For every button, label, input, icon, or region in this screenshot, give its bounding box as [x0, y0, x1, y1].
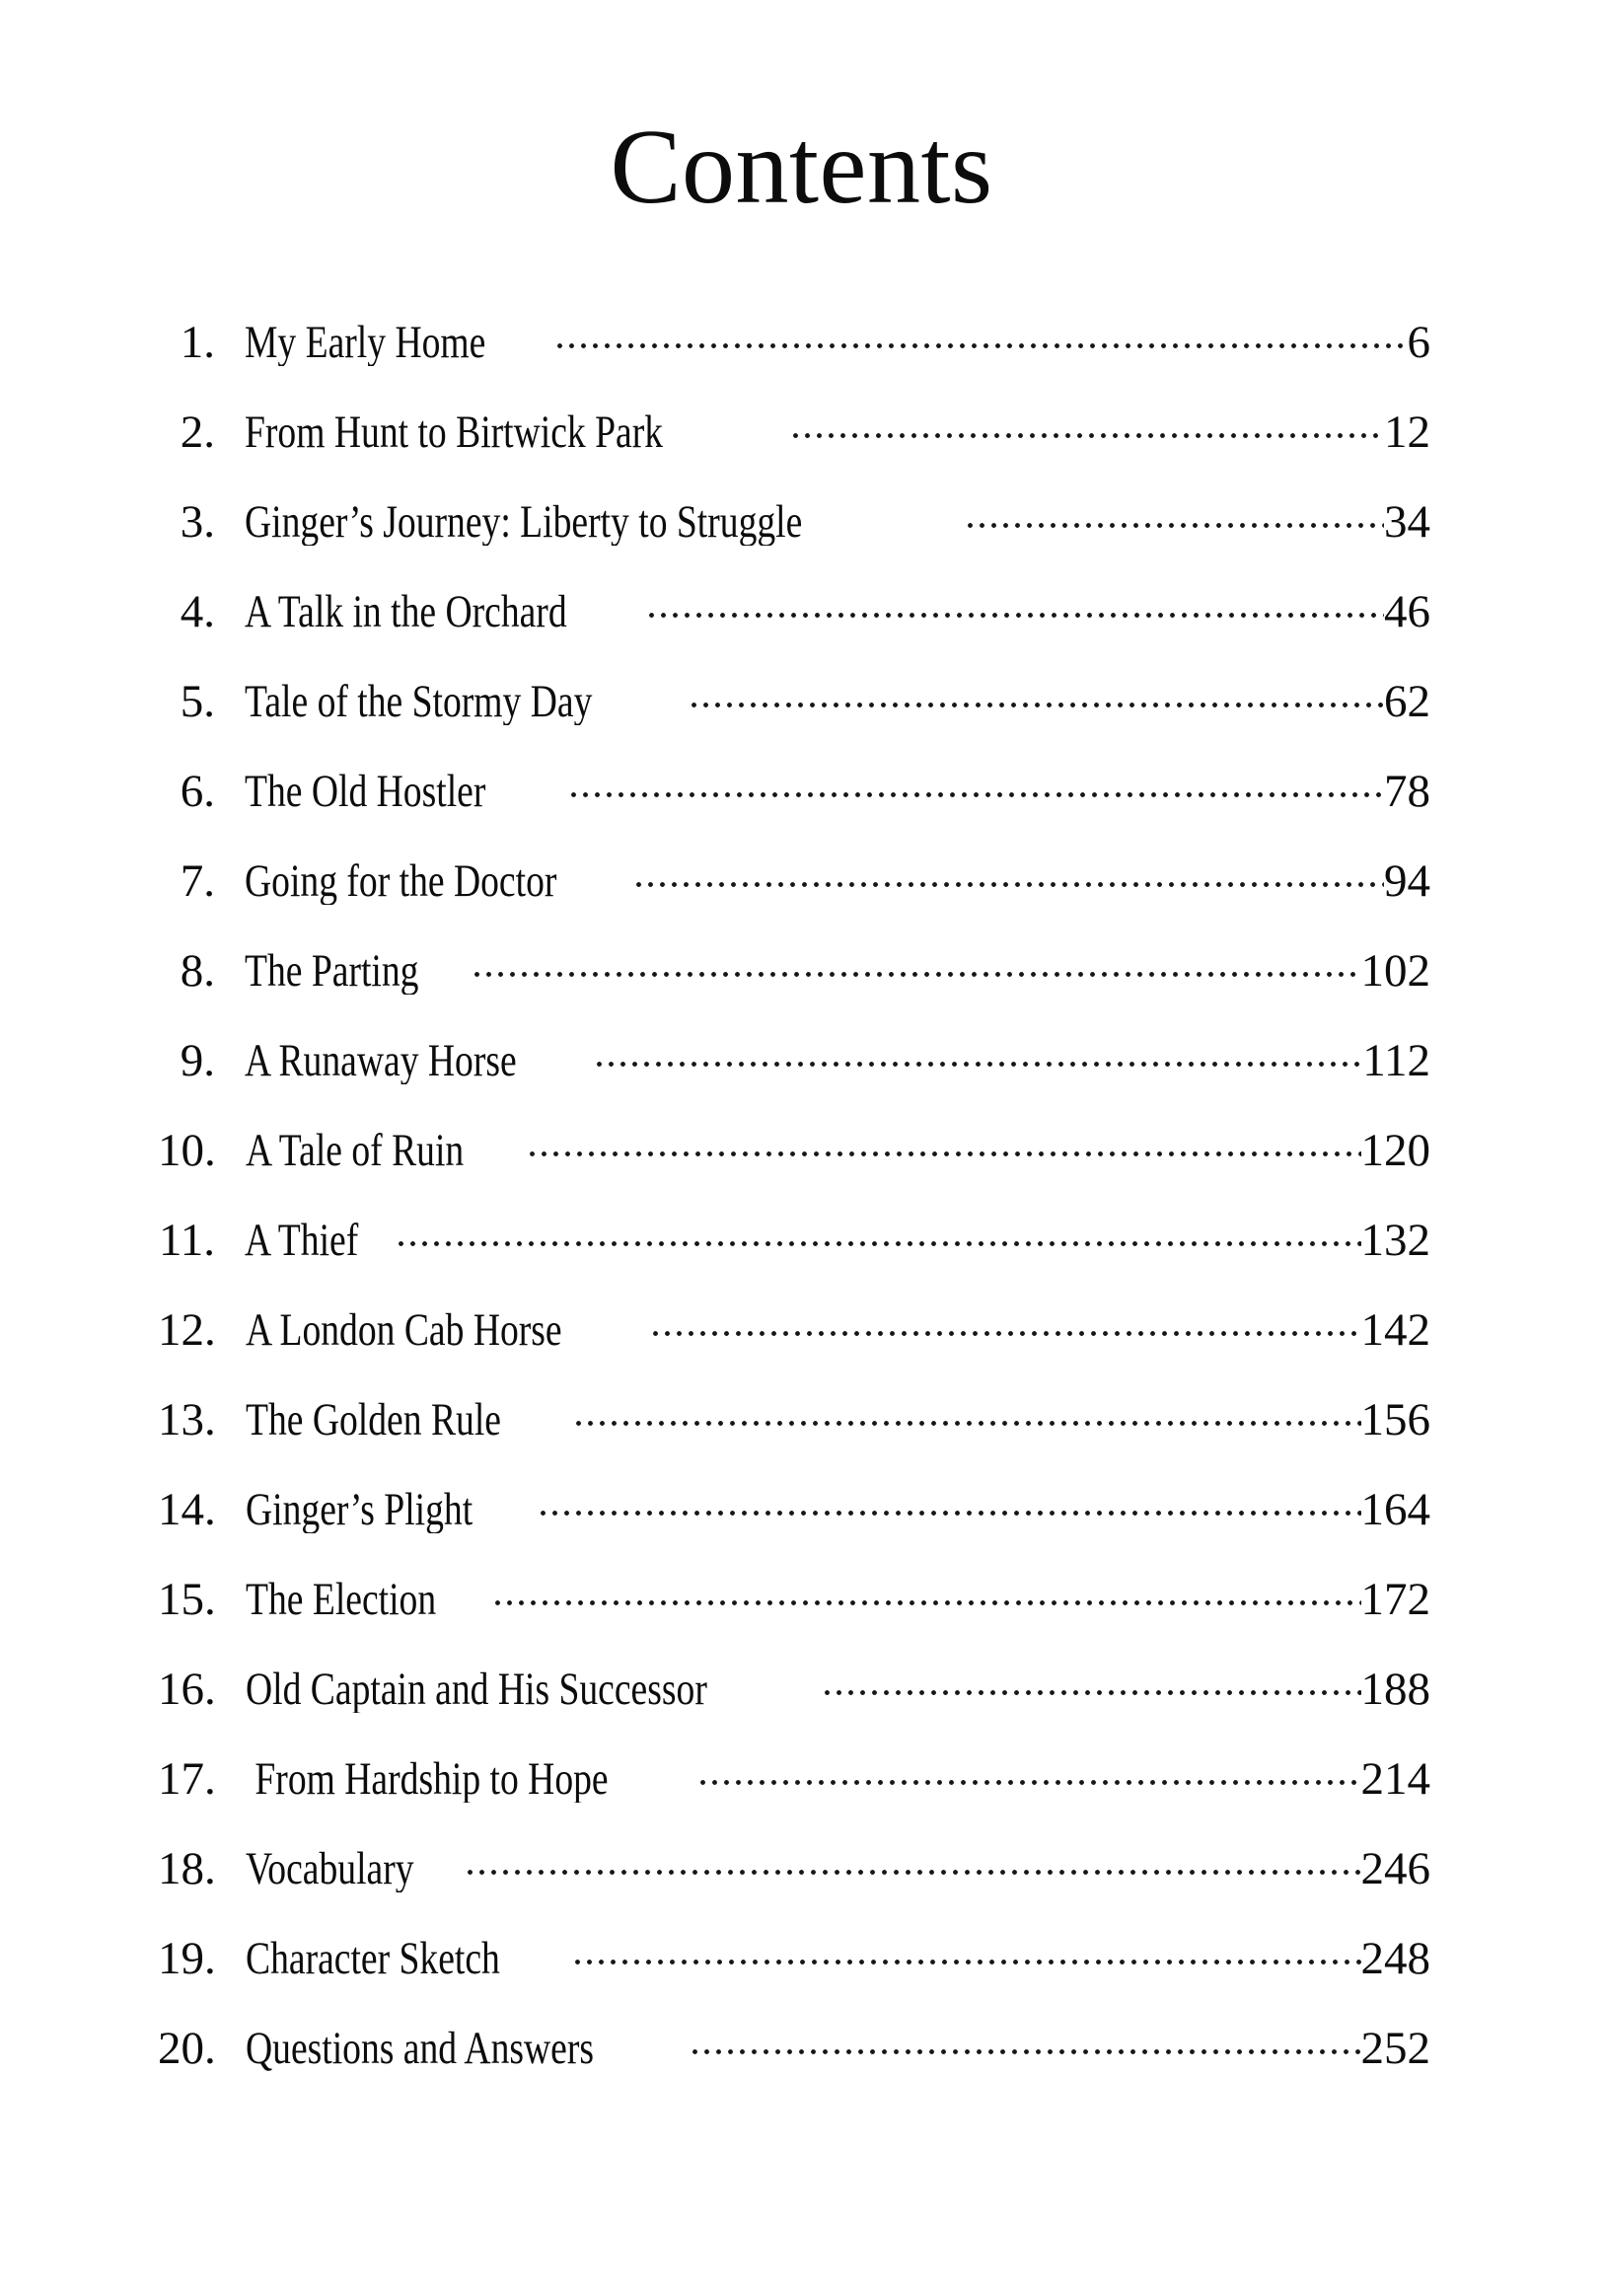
toc-entry-number: 6.: [180, 766, 215, 817]
toc-entry-list: [158, 314, 1430, 2110]
toc-entry-page-number[interactable]: 6: [1407, 317, 1430, 366]
toc-entry-body: [216, 1481, 1430, 1533]
toc-entry[interactable]: [158, 1571, 1430, 1661]
toc-entry[interactable]: [158, 1930, 1430, 2020]
toc-entry-page-number[interactable]: 188: [1360, 1664, 1430, 1713]
toc-entry-body: [215, 852, 1430, 905]
toc-entry-body: [215, 493, 1430, 546]
toc-entry-page-number[interactable]: 94: [1384, 855, 1430, 905]
toc-entry-body: [216, 1750, 1430, 1803]
toc-entry-number: 7.: [180, 855, 215, 907]
toc-entry-page-number[interactable]: 62: [1384, 676, 1430, 725]
toc-entry-title[interactable]: The Parting: [245, 945, 419, 995]
toc-entry-body: [215, 1212, 1430, 1264]
toc-entry[interactable]: [158, 942, 1430, 1032]
toc-entry-leader-dots: [571, 763, 1384, 806]
toc-entry[interactable]: [158, 1840, 1430, 1930]
toc-entry-page-number[interactable]: 34: [1384, 496, 1430, 546]
toc-entry-leader-dots: [495, 1571, 1360, 1614]
toc-entry-page-number[interactable]: 252: [1360, 2023, 1430, 2072]
toc-entry-body: [215, 673, 1430, 725]
toc-entry-body: [216, 1301, 1430, 1354]
toc-entry-leader-dots: [968, 493, 1384, 537]
toc-entry-title[interactable]: Vocabulary: [245, 1843, 414, 1892]
toc-entry-leader-dots: [636, 852, 1384, 896]
toc-entry-page-number[interactable]: 246: [1360, 1843, 1430, 1892]
toc-entry-number: 8.: [180, 945, 215, 997]
toc-entry-leader-dots: [653, 1301, 1361, 1345]
toc-entry[interactable]: [158, 1301, 1430, 1391]
toc-entry-body: [216, 1571, 1430, 1623]
toc-entry-title[interactable]: The Old Hostler: [245, 766, 486, 815]
toc-entry[interactable]: [158, 673, 1430, 763]
toc-entry[interactable]: [158, 1391, 1430, 1481]
toc-entry-page-number[interactable]: 156: [1360, 1394, 1430, 1444]
toc-entry-number: 18.: [158, 1843, 216, 1894]
toc-entry-number: 20.: [158, 2023, 216, 2074]
toc-entry-number: 10.: [158, 1125, 216, 1176]
toc-entry-leader-dots: [530, 1122, 1360, 1165]
toc-entry[interactable]: [158, 763, 1430, 852]
toc-entry-page-number[interactable]: 46: [1384, 586, 1430, 635]
toc-entry-title[interactable]: A Thief: [245, 1215, 359, 1264]
toc-entry-title[interactable]: From Hardship to Hope: [245, 1753, 609, 1803]
toc-entry-page-number[interactable]: 12: [1384, 407, 1430, 456]
toc-entry-number: 14.: [158, 1484, 216, 1535]
toc-entry-body: [216, 1122, 1430, 1174]
toc-entry-body: [215, 763, 1430, 815]
toc-entry-page-number[interactable]: 120: [1360, 1125, 1430, 1174]
toc-entry-number: 15.: [158, 1574, 216, 1625]
toc-entry[interactable]: [158, 1212, 1430, 1301]
toc-entry-body: [215, 404, 1430, 456]
toc-entry-number: 9.: [180, 1035, 215, 1086]
toc-entry-leader-dots: [692, 2020, 1361, 2063]
toc-entry-number: 2.: [180, 407, 215, 458]
toc-entry-leader-dots: [557, 314, 1407, 357]
toc-entry-body: [216, 1391, 1430, 1444]
toc-entry-number: 13.: [158, 1394, 216, 1445]
toc-entry-number: 17.: [158, 1753, 216, 1805]
toc-entry-number: 4.: [180, 586, 215, 637]
toc-entry-page-number[interactable]: 102: [1360, 945, 1430, 995]
toc-entry-number: 19.: [158, 1933, 216, 1984]
toc-entry-leader-dots: [700, 1750, 1360, 1794]
toc-entry[interactable]: [158, 1661, 1430, 1750]
toc-entry-page-number[interactable]: 164: [1360, 1484, 1430, 1533]
toc-entry-number: 11.: [158, 1215, 215, 1266]
toc-entry-title[interactable]: From Hunt to Birtwick Park: [245, 407, 664, 456]
toc-entry-title[interactable]: The Golden Rule: [245, 1394, 501, 1444]
toc-entry-page-number[interactable]: 172: [1360, 1574, 1430, 1623]
toc-entry-title[interactable]: The Election: [245, 1574, 436, 1623]
toc-entry-title[interactable]: A Talk in the Orchard: [245, 586, 567, 635]
toc-entry-number: 16.: [158, 1664, 216, 1715]
toc-entry[interactable]: [158, 1481, 1430, 1571]
toc-entry-number: 1.: [180, 317, 215, 368]
toc-entry-body: [215, 1032, 1430, 1084]
toc-entry-title[interactable]: A London Cab Horse: [245, 1304, 562, 1354]
toc-entry[interactable]: [158, 852, 1430, 942]
toc-entry-body: [216, 2020, 1430, 2072]
toc-entry-body: [215, 942, 1430, 995]
toc-entry-title[interactable]: Character Sketch: [245, 1933, 500, 1982]
toc-entry-title[interactable]: Ginger’s Journey: Liberty to Struggle: [245, 496, 803, 546]
page-title: Contents: [610, 109, 993, 226]
toc-entry-number: 12.: [158, 1304, 216, 1356]
toc-entry-leader-dots: [649, 583, 1384, 627]
toc-entry-page-number[interactable]: 214: [1360, 1753, 1430, 1803]
toc-entry-body: [216, 1930, 1430, 1982]
toc-entry-page-number[interactable]: 132: [1360, 1215, 1430, 1264]
toc-entry-number: 3.: [180, 496, 215, 548]
toc-entry-body: [216, 1661, 1430, 1713]
toc-entry-leader-dots: [474, 942, 1361, 986]
toc-entry-body: [215, 583, 1430, 635]
toc-entry-title[interactable]: Tale of the Stormy Day: [245, 676, 593, 725]
toc-entry[interactable]: [158, 314, 1430, 404]
toc-entry-title[interactable]: Questions and Answers: [245, 2023, 594, 2072]
toc-entry-body: [215, 314, 1430, 366]
toc-entry[interactable]: [158, 493, 1430, 583]
toc-entry-title[interactable]: Going for the Doctor: [245, 855, 557, 905]
toc-entry-page-number[interactable]: 142: [1360, 1304, 1430, 1354]
toc-entry-leader-dots: [399, 1212, 1360, 1255]
toc-entry-body: [216, 1840, 1430, 1892]
toc-entry-title[interactable]: My Early Home: [245, 317, 486, 366]
toc-entry-leader-dots: [793, 404, 1384, 447]
toc-entry-title[interactable]: Ginger’s Plight: [245, 1484, 473, 1533]
toc-entry[interactable]: [158, 1750, 1430, 1840]
toc-entry-leader-dots: [692, 673, 1385, 716]
toc-entry-leader-dots: [825, 1661, 1361, 1704]
toc-entry-leader-dots: [575, 1930, 1360, 1973]
toc-entry-title[interactable]: A Runaway Horse: [245, 1035, 517, 1084]
toc-entry-page-number[interactable]: 248: [1360, 1933, 1430, 1982]
toc-entry-page-number[interactable]: 112: [1362, 1035, 1430, 1084]
toc-entry-title[interactable]: Old Captain and His Successor: [245, 1664, 707, 1713]
toc-entry[interactable]: [158, 2020, 1430, 2110]
toc-entry-leader-dots: [597, 1032, 1363, 1075]
toc-entry-leader-dots: [468, 1840, 1361, 1884]
toc-entry[interactable]: [158, 404, 1430, 493]
toc-entry[interactable]: [158, 1032, 1430, 1122]
toc-entry-title[interactable]: A Tale of Ruin: [245, 1125, 464, 1174]
toc-entry[interactable]: [158, 583, 1430, 673]
toc-entry-leader-dots: [541, 1481, 1360, 1524]
toc-entry-number: 5.: [180, 676, 215, 727]
toc-entry-page-number[interactable]: 78: [1384, 766, 1430, 815]
toc-entry[interactable]: [158, 1122, 1430, 1212]
toc-entry-leader-dots: [576, 1391, 1360, 1435]
